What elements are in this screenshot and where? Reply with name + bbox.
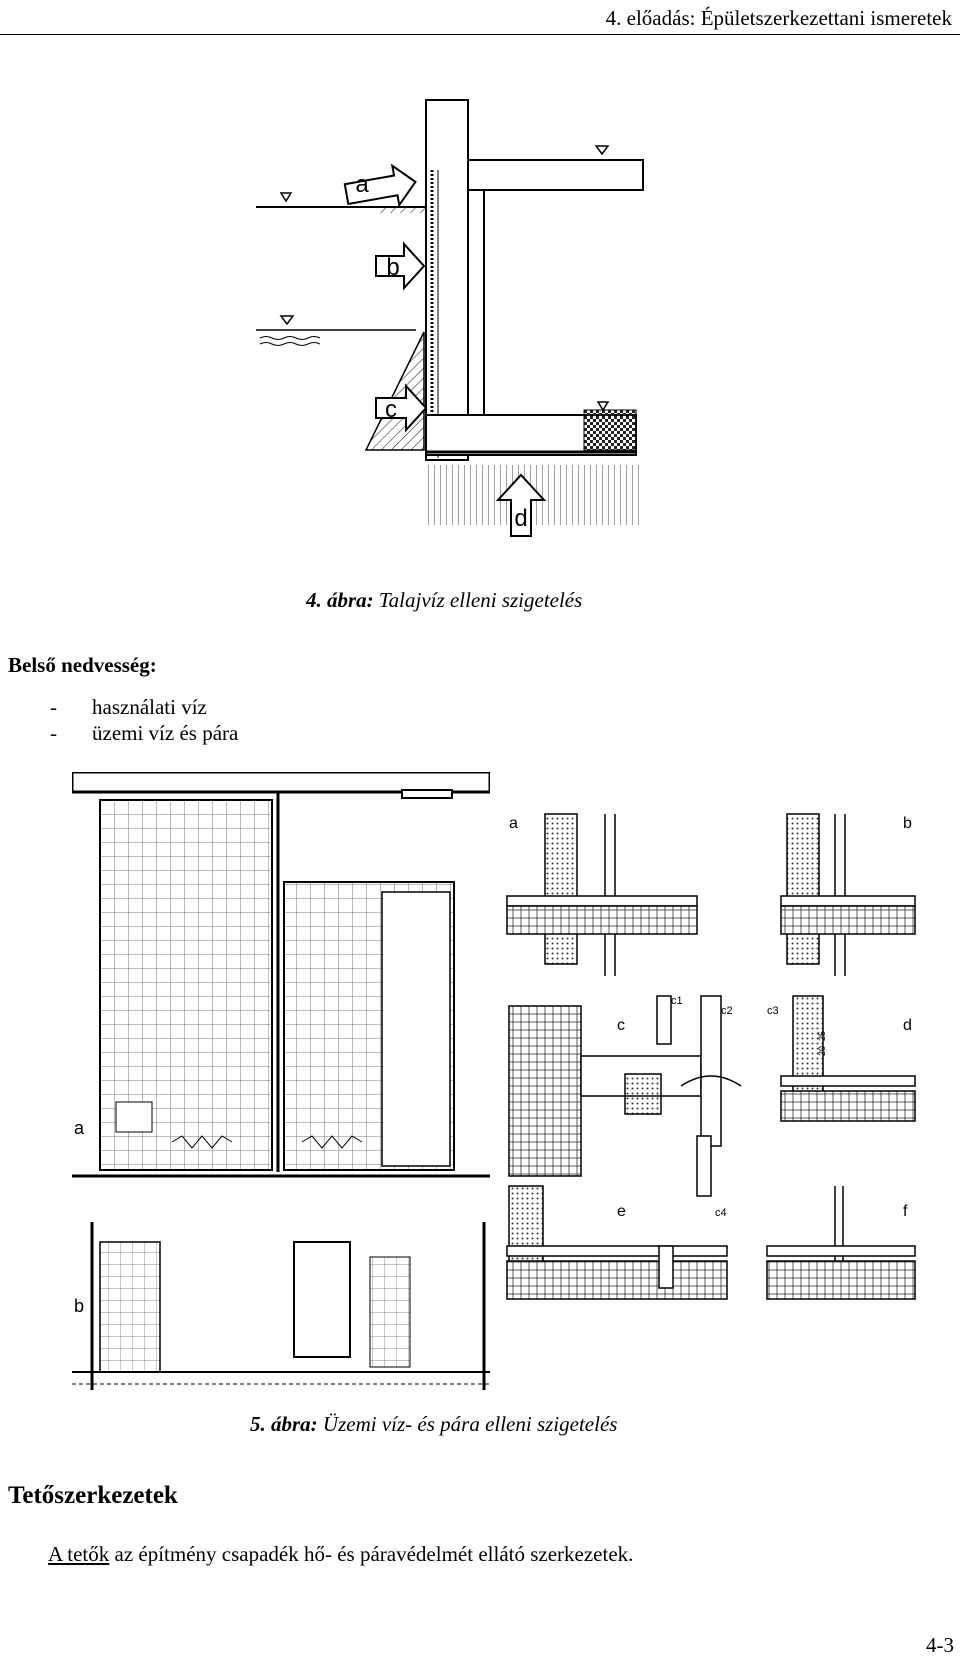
figure-4-caption-number: 4. ábra:: [306, 588, 374, 612]
figure5-detail-label-c2: c2: [721, 1005, 733, 1017]
figure-5-bathroom-plan: [72, 772, 490, 1392]
figure4-label-a: a: [355, 171, 369, 198]
list-item: - használati víz: [50, 695, 207, 719]
figure5-detail-label-e: e: [617, 1203, 626, 1220]
figure-5-caption-number: 5. ábra:: [250, 1412, 318, 1436]
figure5-detail-label-c3: c3: [767, 1005, 779, 1017]
figure5-detail-label-d: d: [903, 1017, 912, 1034]
figure4-label-c: c: [385, 396, 397, 423]
roof-paragraph-term: A tetők: [48, 1542, 110, 1566]
figure-4-caption: [306, 588, 582, 613]
figure-5-detail-sections: [505, 806, 919, 1341]
inner-moisture-list: [50, 694, 238, 746]
figure4-label-d: d: [514, 505, 528, 532]
roof-paragraph: [48, 1542, 633, 1567]
section-heading-inner-moisture: Belső nedvesség:: [8, 653, 157, 677]
figure5-detail-label-f: f: [903, 1203, 908, 1220]
running-header: 4. előadás: Épületszerkezettani ismeretek: [605, 6, 952, 30]
figure5-detail-label-a: a: [509, 815, 518, 832]
roof-paragraph-text: az építmény csapadék hő- és páravédelmét ellátó szerkezetek.: [109, 1542, 634, 1566]
figure5-plan-label-a: a: [74, 1118, 85, 1138]
figure5-detail-label-c1: c1: [671, 995, 683, 1007]
figure-5-caption-text: Üzemi víz- és pára elleni szigetelés: [322, 1412, 618, 1436]
page-number: 4-3: [926, 1633, 954, 1657]
figure5-detail-label-c4: c4: [715, 1207, 727, 1219]
figure5-plan-label-b: b: [74, 1296, 85, 1316]
list-item: - üzemi víz és pára: [50, 721, 239, 745]
header-rule: [0, 34, 960, 35]
figure5-detail-label-c: c: [617, 1017, 625, 1034]
figure-4-groundwater-drawing: [236, 80, 686, 550]
section-heading-roof: Tetőszerkezetek: [8, 1482, 178, 1509]
figure4-label-b: b: [386, 254, 400, 281]
figure5-detail-label-b: b: [903, 815, 912, 832]
figure5-dimension-label: 20–25: [817, 1030, 827, 1056]
figure-5-caption: [250, 1412, 617, 1437]
figure-4-caption-text: Talajvíz elleni szigetelés: [378, 588, 583, 612]
